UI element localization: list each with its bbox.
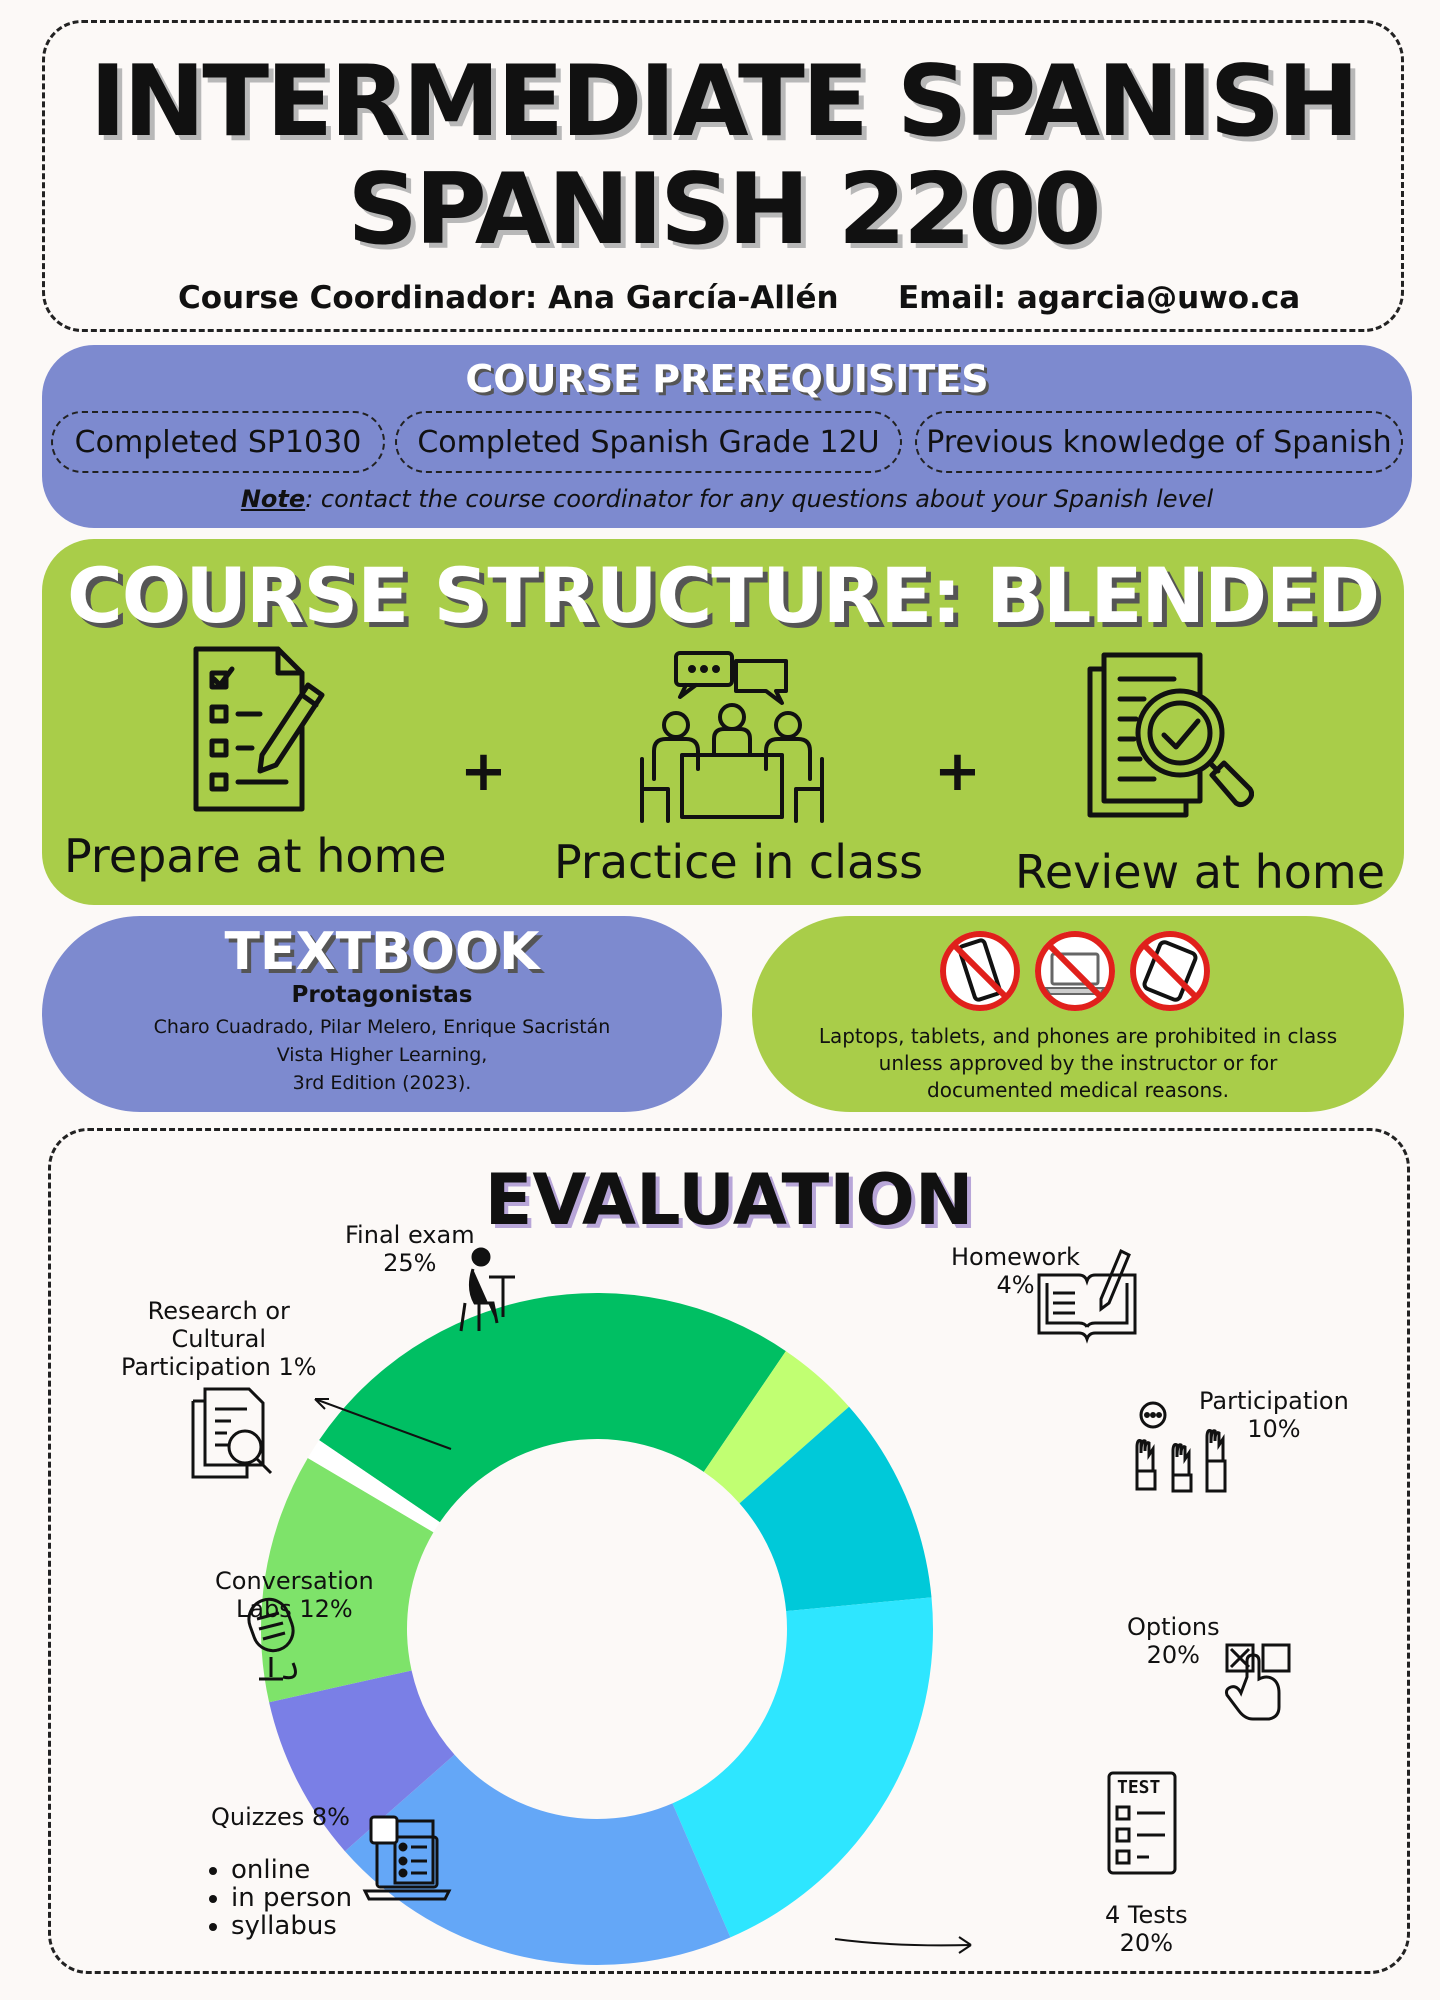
textbook-section — [42, 916, 722, 1112]
plus-sign: + — [460, 739, 507, 804]
no-tablet-icon — [1127, 928, 1213, 1014]
textbook-edition: 3rd Edition (2023). — [292, 1072, 472, 1094]
plus-sign: + — [934, 739, 981, 804]
devices-policy-section — [752, 916, 1404, 1112]
label-research: Research or Cultural Participation 1% — [121, 1297, 317, 1381]
prerequisite-pill: Completed SP1030 — [51, 411, 385, 473]
evaluation-title: EVALUATION — [484, 1159, 974, 1241]
prerequisites-title: COURSE PREREQUISITES — [465, 357, 989, 401]
document-review-icon — [1084, 651, 1254, 821]
checklist-pen-icon — [190, 645, 330, 815]
label-conversation-labs: Conversation Labs 12% — [215, 1567, 374, 1623]
document-search-icon — [193, 1389, 271, 1477]
prerequisite-pill: Previous knowledge of Spanish — [915, 411, 1403, 473]
donut-slice-options — [672, 1597, 933, 1937]
textbook-title: TEXTBOOK — [224, 922, 540, 982]
prerequisites-note — [42, 485, 1412, 513]
header-box — [42, 20, 1404, 332]
group-discussion-icon — [632, 649, 832, 824]
label-tests: 4 Tests 20% — [1105, 1901, 1188, 1957]
note-text: : contact the course coordinator for any questions about your Spanish level — [305, 485, 1214, 513]
label-homework: Homework 4% — [951, 1243, 1080, 1299]
devices-policy-line: unless approved by the instructor or for — [878, 1051, 1278, 1075]
evaluation-section — [48, 1128, 1410, 1974]
evaluation-donut-chart — [51, 1131, 1413, 1977]
label-options: Options 20% — [1127, 1613, 1220, 1669]
step-prepare-at-home: Prepare at home — [64, 829, 447, 883]
textbook-name: Protagonistas — [291, 982, 473, 1008]
label-participation: Participation 10% — [1199, 1387, 1349, 1443]
no-phone-icon — [937, 928, 1023, 1014]
textbook-publisher: Vista Higher Learning, — [276, 1044, 488, 1066]
label-quizzes: Quizzes 8% — [211, 1803, 350, 1831]
page-title-line1: INTERMEDIATE SPANISH — [89, 45, 1357, 159]
quiz-types-list — [201, 1856, 352, 1940]
note-label: Note — [240, 485, 306, 513]
devices-policy-line: Laptops, tablets, and phones are prohibited in class — [818, 1024, 1338, 1048]
label-final-exam: Final exam 25% — [345, 1221, 475, 1277]
textbook-authors: Charo Cuadrado, Pilar Melero, Enrique Sacristán — [153, 1016, 611, 1038]
course-structure-title: COURSE STRUCTURE: BLENDED — [66, 551, 1380, 640]
prerequisites-section — [42, 345, 1412, 528]
list-item: • syllabus — [231, 1912, 352, 1940]
test-sheet-icon — [1109, 1773, 1175, 1873]
course-structure-section — [42, 539, 1404, 905]
select-option-icon — [1227, 1645, 1290, 1719]
arrow-line — [835, 1939, 971, 1945]
no-laptop-icon — [1032, 928, 1118, 1014]
page-title-line2: SPANISH 2200 — [347, 153, 1099, 267]
list-item: • online — [231, 1856, 352, 1884]
test-sheet-glyph: TEST — [1117, 1777, 1161, 1798]
step-review-at-home: Review at home — [1015, 845, 1385, 899]
prerequisite-pill: Completed Spanish Grade 12U — [395, 411, 902, 473]
devices-policy-line: documented medical reasons. — [927, 1078, 1229, 1102]
coordinator-name: Course Coordinador: Ana García-Allén — [178, 280, 839, 316]
coordinator-email[interactable]: Email: agarcia@uwo.ca — [898, 280, 1301, 316]
list-item: • in person — [231, 1884, 352, 1912]
step-practice-in-class: Practice in class — [554, 835, 924, 889]
